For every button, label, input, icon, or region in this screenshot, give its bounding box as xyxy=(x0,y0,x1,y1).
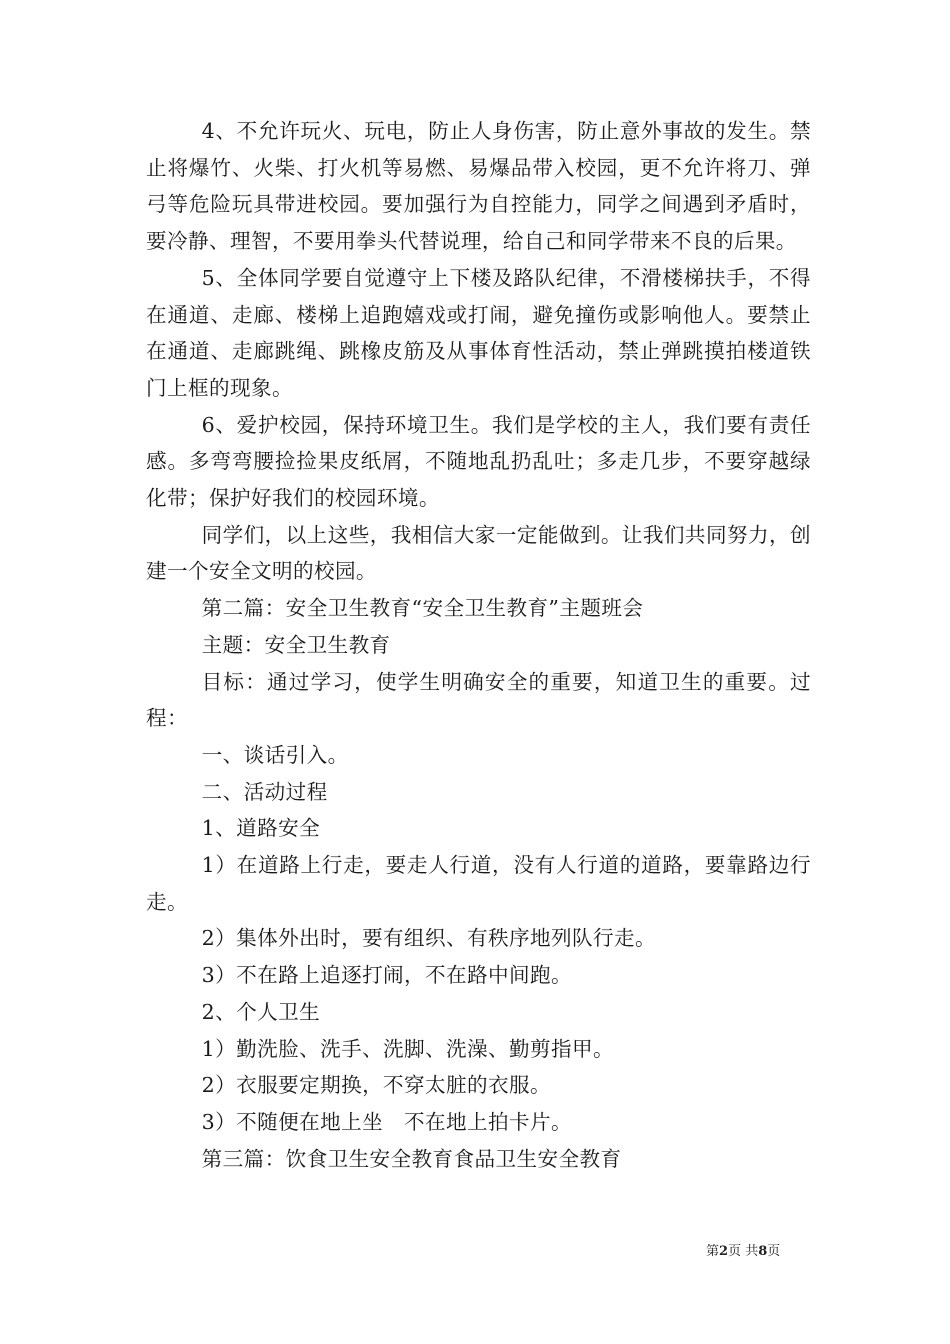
subheading-personal-hygiene: 2、个人卫生 xyxy=(201,999,321,1024)
paragraph-step-2: 二、活动过程 xyxy=(201,779,328,804)
footer-total-pages: 8 xyxy=(758,1244,768,1259)
list-item-road-3: 3）不在路上追逐打闹，不在路中间跑。 xyxy=(201,963,573,988)
footer-current-page: 2 xyxy=(719,1244,729,1259)
footer-prefix: 第 xyxy=(706,1244,720,1259)
section-heading-part-3: 第三篇：饮食卫生安全教育食品卫生安全教育 xyxy=(201,1146,622,1171)
footer-middle: 页 共 xyxy=(728,1244,759,1259)
subheading-road-safety: 1、道路安全 xyxy=(201,816,321,841)
footer-suffix: 页 xyxy=(767,1244,781,1259)
paragraph-step-1: 一、谈话引入。 xyxy=(201,742,349,767)
section-heading-part-2: 第二篇：安全卫生教育“安全卫生教育”主题班会 xyxy=(201,596,644,621)
page-number-footer xyxy=(706,1244,780,1260)
list-item-hygiene-3: 3）不随便在地上坐 不在地上拍卡片。 xyxy=(201,1109,573,1134)
paragraph-rule-6: 6、爱护校园，保持环境卫生。我们是学校的主人，我们要有责任感。多弯弯腰捡捡果皮纸屑，不随地乱扔乱吐；多走几步，不要穿越绿化带；保护好我们的校园环境。 xyxy=(146,412,811,511)
paragraph-rule-4: 4、不允许玩火、玩电，防止人身伤害，防止意外事故的发生。禁止将爆竹、火柴、打火机等易燃、易爆品带入校园，更不允许将刀、弹弓等危险玩具带进校园。要加强行为自控能力，同学之间遇到矛盾时，要冷静、理智，不要用拳头代替说理，给自己和同学带来不良的后果。 xyxy=(146,119,811,254)
list-item-road-1: 1）在道路上行走，要走人行道，没有人行道的道路，要靠路边行走。 xyxy=(146,853,811,914)
list-item-road-2: 2）集体外出时，要有组织、有秩序地列队行走。 xyxy=(201,926,656,951)
paragraph-closing: 同学们，以上这些，我相信大家一定能做到。让我们共同努力，创建一个安全文明的校园。 xyxy=(146,522,811,584)
list-item-hygiene-1: 1）勤洗脸、洗手、洗脚、洗澡、勤剪指甲。 xyxy=(201,1036,614,1061)
paragraph-goal: 目标：通过学习，使学生明确安全的重要，知道卫生的重要。过程： xyxy=(146,669,811,731)
document-body xyxy=(146,113,811,1177)
paragraph-theme: 主题：安全卫生教育 xyxy=(201,632,391,657)
list-item-hygiene-2: 2）衣服要定期换，不穿太脏的衣服。 xyxy=(201,1073,552,1098)
paragraph-rule-5: 5、全体同学要自觉遵守上下楼及路队纪律，不滑楼梯扶手，不得在通道、走廊、楼梯上追跑嬉戏或打闹，避免撞伤或影响他人。要禁止在通道、走廊跳绳、跳橡皮筋及从事体育性活动，禁止弹跳摸拍楼道铁门上框的现象。 xyxy=(146,265,811,400)
